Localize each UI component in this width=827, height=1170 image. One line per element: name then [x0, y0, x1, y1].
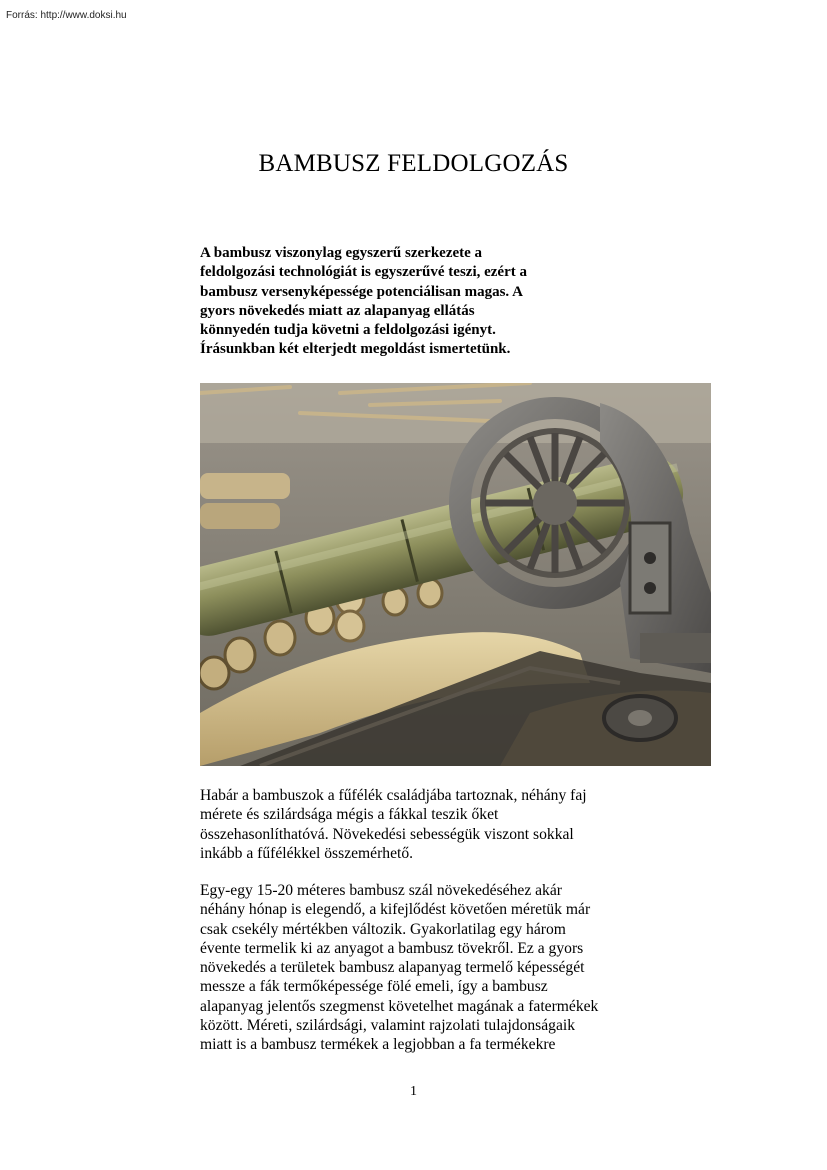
text-line: miatt is a bambusz termékek a legjobban a fa termékekre [200, 1036, 556, 1054]
page-title: BAMBUSZ FELDOLGOZÁS [258, 150, 569, 177]
lead-line: feldolgozási technológiát is egyszerűvé teszi, ezért a [200, 264, 527, 281]
text-line: inkább a fűfélékkel összemérhető. [200, 844, 414, 862]
text-line: Habár a bambuszok a fűfélék családjába tartoznak, néhány faj [200, 787, 587, 804]
page-number: 1 [410, 1084, 417, 1099]
bamboo-splitter-illustration [200, 383, 711, 766]
text-line: növekedés a területek bambusz alapanyag termelő képességét [200, 959, 585, 977]
text-line: között. Méreti, szilárdsági, valamint rajzolati tulajdonságaik [200, 1017, 576, 1035]
lead-line: gyors növekedés miatt az alapanyag ellátás [200, 302, 475, 319]
lead-paragraph [200, 244, 600, 360]
lead-line: Írásunkban két elterjedt megoldást ismertetünk. [200, 341, 511, 358]
text-line: mérete és szilárdsága mégis a fákkal teszik őket [200, 806, 499, 824]
lead-line: A bambusz viszonylag egyszerű szerkezete a [200, 245, 483, 261]
text-line: alapanyag jelentős szegmenst követelhet magának a fatermékek [200, 997, 599, 1015]
paragraph-1 [200, 786, 640, 863]
text-line: évente termelik ki az anyagot a bambusz tövekről. Ez a gyors [200, 939, 584, 957]
text-line: csak csekély mértékben változik. Gyakorlatilag egy három [200, 920, 566, 938]
text-line: összehasonlíthatóvá. Növekedési sebességük viszont sokkal [200, 825, 574, 843]
lead-line: könnyedén tudja követni a feldolgozási igényt. [200, 322, 496, 339]
source-url: Forrás: http://www.doksi.hu [6, 10, 127, 21]
bamboo-splitter-photo [200, 383, 711, 766]
text-line: messze a fák termőképessége fölé emeli, így a bambusz [200, 978, 548, 996]
paragraph-2 [200, 881, 640, 1055]
text-line: néhány hónap is elegendő, a kifejlődést követően méretük már [200, 901, 591, 919]
text-line: Egy-egy 15-20 méteres bambusz szál növekedéséhez akár [200, 882, 562, 899]
lead-line: bambusz versenyképessége potenciálisan magas. A [200, 283, 523, 300]
